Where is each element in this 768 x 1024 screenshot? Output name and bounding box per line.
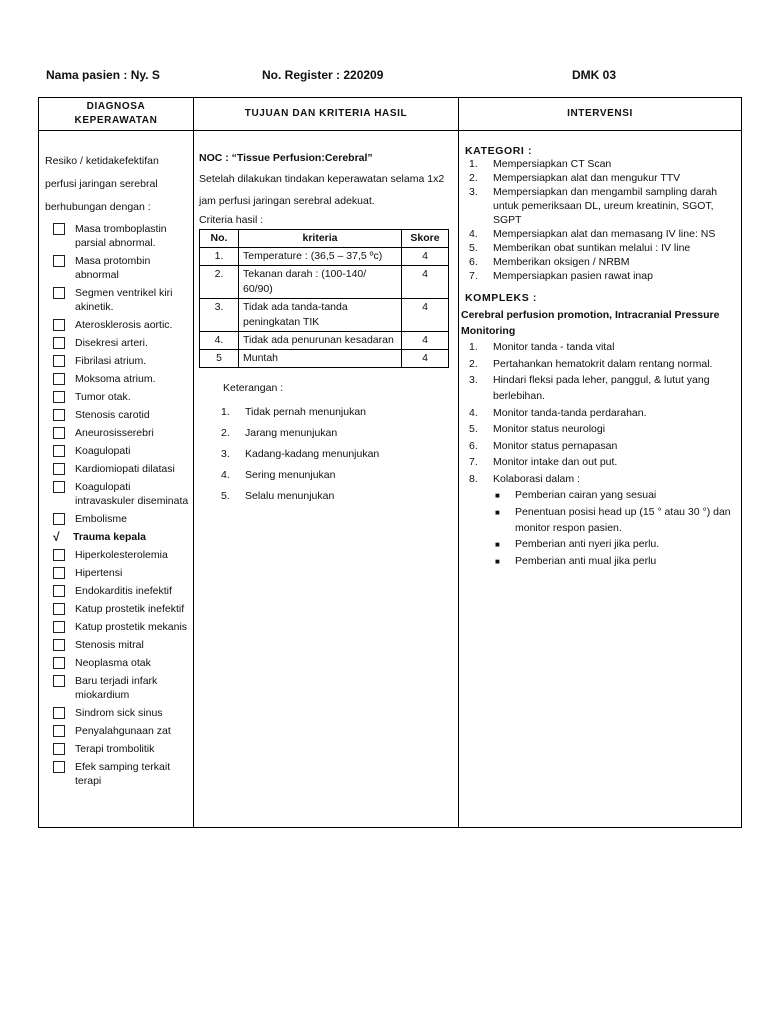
criteria-no: 3. (200, 299, 239, 332)
kompleks-item (465, 405, 737, 421)
kompleks-text: Monitor tanda-tanda perdarahan. (493, 406, 647, 419)
criteria-score: 4 (402, 299, 449, 332)
kategori-item (465, 185, 737, 227)
noc-title: NOC : “Tissue Perfusion:Cerebral” (199, 152, 373, 164)
kompleks-text: Hindari fleksi pada leher, panggul, & lutut yang berlebihan. (493, 374, 710, 402)
criteria-score: 4 (402, 332, 449, 350)
risk-factor-label: Hiperkolesterolemia (75, 549, 168, 561)
risk-factor-item (45, 222, 191, 250)
checkbox-icon[interactable] (53, 603, 65, 615)
kolaborasi-text: Pemberian anti nyeri jika perlu. (515, 538, 660, 550)
keterangan-list (221, 402, 457, 507)
criteria-no: 4. (200, 332, 239, 350)
risk-factor-item (45, 620, 191, 634)
risk-factor-item (45, 530, 191, 544)
checkbox-icon[interactable] (53, 391, 65, 403)
checkbox-icon[interactable] (53, 675, 65, 687)
risk-factor-item (45, 548, 191, 562)
diagnosa-column (45, 150, 191, 792)
keterangan-item (221, 402, 457, 423)
checkbox-icon[interactable] (53, 513, 65, 525)
kompleks-number: 6. (469, 439, 478, 452)
kompleks-item (465, 438, 737, 454)
risk-factor-label: Terapi trombolitik (75, 743, 155, 755)
checkbox-icon[interactable] (53, 337, 65, 349)
checkbox-icon[interactable] (53, 373, 65, 385)
criteria-title: Criteria hasil : (199, 214, 264, 226)
kompleks-text: Monitor tanda - tanda vital (493, 341, 615, 353)
header-kriteria: kriteria (239, 230, 402, 248)
kategori-title: KATEGORI : (465, 145, 533, 157)
keterangan-item (221, 465, 457, 486)
kompleks-item (465, 372, 737, 404)
risk-factor-label: Stenosis mitral (75, 639, 144, 651)
keterangan-item (221, 423, 457, 444)
checkbox-icon[interactable] (53, 319, 65, 331)
checkbox-icon[interactable] (53, 409, 65, 421)
checkbox-icon[interactable] (53, 481, 65, 493)
kategori-number: 5. (469, 242, 478, 254)
register-number: No. Register : 220209 (262, 68, 384, 82)
criteria-score: 4 (402, 248, 449, 266)
checkbox-icon[interactable] (53, 427, 65, 439)
criteria-no: 5 (200, 350, 239, 368)
criteria-score: 4 (402, 266, 449, 299)
risk-factor-label: Trauma kepala (73, 531, 146, 543)
kompleks-number: 4. (469, 406, 478, 419)
kompleks-text: Kolaborasi dalam : (493, 472, 580, 485)
risk-factor-label: Fibrilasi atrium. (75, 355, 147, 367)
risk-factor-item (45, 674, 191, 702)
kategori-text: Memberikan oksigen / NRBM (493, 256, 630, 268)
kategori-text: Mempersiapkan alat dan memasang IV line: NS (493, 228, 716, 240)
bullet-icon: ■ (495, 508, 500, 517)
kategori-item (465, 171, 737, 185)
header-skore: Skore (402, 230, 449, 248)
risk-factor-label: Hipertensi (75, 567, 123, 579)
kompleks-number: 3. (469, 374, 478, 386)
criteria-text: Muntah (239, 350, 402, 368)
checkbox-icon[interactable] (53, 585, 65, 597)
keterangan-number: 4. (221, 469, 230, 481)
kolaborasi-text: Pemberian anti mual jika perlu (515, 555, 657, 567)
risk-factor-label: Embolisme (75, 513, 127, 525)
checkmark-icon: √ (53, 530, 60, 544)
keterangan-item (221, 486, 457, 507)
kompleks-list (465, 339, 737, 487)
risk-factor-label: Masa protombin abnormal (75, 255, 151, 281)
risk-factor-item (45, 602, 191, 616)
risk-factor-label: Baru terjadi infark miokardium (75, 675, 158, 701)
checkbox-icon[interactable] (53, 463, 65, 475)
risk-factor-item (45, 286, 191, 314)
criteria-row (200, 248, 449, 266)
kompleks-text: Pertahankan hematokrit dalam rentang normal. (493, 357, 713, 370)
keterangan-item (221, 444, 457, 465)
kolaborasi-item (495, 553, 737, 570)
criteria-row (200, 332, 449, 350)
checkbox-icon[interactable] (53, 639, 65, 651)
kategori-text: Memberikan obat suntikan melalui : IV line (493, 242, 691, 254)
risk-factor-label: Neoplasma otak (75, 657, 151, 669)
kolaborasi-item (495, 536, 737, 553)
risk-factor-label: Masa tromboplastin parsial abnormal. (75, 223, 167, 249)
risk-factor-list (45, 222, 191, 788)
risk-factor-item (45, 656, 191, 670)
kategori-text: Mempersiapkan CT Scan (493, 158, 612, 170)
criteria-no: 2. (200, 266, 239, 299)
risk-factor-item (45, 760, 191, 788)
room-code: DMK 03 (572, 68, 617, 82)
keterangan-number: 2. (221, 427, 230, 439)
risk-factor-item (45, 566, 191, 580)
kompleks-item (465, 421, 737, 437)
kolaborasi-list (465, 487, 737, 570)
kompleks-number: 1. (469, 341, 478, 353)
outcome-description: Setelah dilakukan tindakan keperawatan selama 1x2 jam perfusi jaringan serebral adekuat. (199, 173, 445, 207)
risk-factor-label: Efek samping terkait terapi (75, 761, 171, 787)
risk-factor-label: Koagulopati intravaskuler diseminata (75, 481, 189, 507)
checkbox-icon[interactable] (53, 743, 65, 755)
risk-factor-item (45, 638, 191, 652)
kompleks-text: Monitor status neurologi (493, 423, 606, 435)
risk-factor-label: Penyalahgunaan zat (75, 725, 171, 737)
kategori-number: 7. (469, 270, 478, 282)
header-divider (39, 130, 741, 131)
diagnosa-column-header: DIAGNOSA KEPERAWATAN (74, 101, 158, 126)
risk-factor-item (45, 706, 191, 720)
kategori-text: Mempersiapkan pasien rawat inap (493, 270, 653, 282)
kategori-item (465, 269, 737, 283)
checkbox-icon[interactable] (53, 223, 65, 235)
keterangan-text: Tidak pernah menunjukan (245, 406, 367, 418)
patient-name: Nama pasien : Ny. S (46, 68, 160, 82)
risk-factor-label: Katup prostetik inefektif (75, 603, 185, 615)
checkbox-icon[interactable] (53, 621, 65, 633)
criteria-score: 4 (402, 350, 449, 368)
diagnosa-intro: Resiko / ketidakefektifan perfusi jaringan serebral berhubungan dengan : (45, 155, 159, 213)
kompleks-subtitle: Cerebral perfusion promotion, Intracranial Pressure Monitoring (461, 309, 720, 337)
kategori-text: Mempersiapkan dan mengambil sampling darah untuk pemeriksaan DL, ureum kreatinin, SGOT, SGPT (493, 186, 718, 226)
kompleks-number: 2. (469, 357, 478, 370)
bullet-icon: ■ (495, 540, 500, 549)
risk-factor-item (45, 462, 191, 476)
intervensi-column-header: INTERVENSI (567, 108, 633, 119)
kategori-number: 3. (469, 186, 478, 198)
checkbox-icon[interactable] (53, 725, 65, 737)
checkbox-icon[interactable] (53, 707, 65, 719)
risk-factor-item (45, 444, 191, 458)
kompleks-item (465, 356, 737, 372)
keterangan-text: Jarang menunjukan (245, 427, 338, 439)
kategori-item (465, 255, 737, 269)
kompleks-text: Monitor status pernapasan (493, 439, 618, 452)
header-no: No. (200, 230, 239, 248)
kategori-number: 6. (469, 256, 478, 268)
keterangan-text: Selalu menunjukan (245, 490, 335, 502)
kolaborasi-item (495, 487, 737, 504)
kategori-number: 1. (469, 158, 478, 170)
criteria-header-row (200, 230, 449, 248)
checkbox-icon[interactable] (53, 761, 65, 773)
risk-factor-label: Segmen ventrikel kiri akinetik. (75, 287, 173, 313)
kategori-number: 4. (469, 228, 478, 240)
risk-factor-item (45, 254, 191, 282)
checkbox-icon[interactable] (53, 549, 65, 561)
kompleks-number: 8. (469, 472, 478, 485)
keterangan-title: Keterangan : (223, 382, 284, 394)
risk-factor-label: Sindrom sick sinus (75, 707, 163, 719)
kompleks-number: 5. (469, 423, 478, 435)
risk-factor-item (45, 742, 191, 756)
criteria-row (200, 299, 449, 332)
risk-factor-label: Koagulopati (75, 445, 131, 457)
risk-factor-item (45, 408, 191, 422)
risk-factor-label: Kardiomiopati dilatasi (75, 463, 175, 475)
risk-factor-label: Stenosis carotid (75, 409, 150, 421)
tujuan-column (199, 152, 457, 507)
criteria-text: Tidak ada penurunan kesadaran (239, 332, 402, 350)
criteria-row (200, 350, 449, 368)
kategori-list (465, 157, 737, 283)
criteria-no: 1. (200, 248, 239, 266)
checkbox-icon[interactable] (53, 255, 65, 267)
criteria-text: Tidak ada tanda-tanda peningkatan TIK (239, 299, 402, 332)
risk-factor-item (45, 512, 191, 526)
risk-factor-item (45, 354, 191, 368)
kompleks-item (465, 471, 737, 487)
risk-factor-label: Katup prostetik mekanis (75, 621, 188, 633)
criteria-text: Tekanan darah : (100-140/ 60/90) (239, 266, 402, 299)
keterangan-number: 5. (221, 490, 230, 502)
kompleks-item (465, 339, 737, 355)
kolaborasi-item (495, 504, 737, 536)
checkbox-icon[interactable] (53, 445, 65, 457)
risk-factor-label: Aterosklerosis aortic. (75, 319, 173, 331)
risk-factor-item (45, 390, 191, 404)
kategori-text: Mempersiapkan alat dan mengukur TTV (493, 172, 681, 184)
intervensi-column (461, 145, 737, 570)
criteria-text: Temperature : (36,5 – 37,5 ºc) (239, 248, 402, 266)
risk-factor-item (45, 318, 191, 332)
criteria-row (200, 266, 449, 299)
risk-factor-item (45, 426, 191, 440)
risk-factor-label: Aneurosisserebri (75, 427, 154, 439)
kompleks-title: KOMPLEKS : (465, 292, 537, 304)
risk-factor-item (45, 724, 191, 738)
risk-factor-label: Moksoma atrium. (75, 373, 156, 385)
checkbox-icon[interactable] (53, 287, 65, 299)
keterangan-text: Sering menunjukan (245, 469, 336, 481)
risk-factor-item (45, 336, 191, 350)
risk-factor-label: Endokarditis inefektif (75, 585, 172, 597)
bullet-icon: ■ (495, 557, 500, 566)
bullet-icon: ■ (495, 491, 500, 500)
kategori-number: 2. (469, 172, 478, 184)
risk-factor-item (45, 480, 191, 508)
kolaborasi-text: Pemberian cairan yang sesuai (515, 489, 657, 501)
checkbox-icon[interactable] (53, 657, 65, 669)
checkbox-icon[interactable] (53, 567, 65, 579)
care-plan-table (38, 97, 742, 828)
criteria-table (199, 229, 449, 368)
keterangan-number: 1. (221, 406, 230, 418)
kategori-item (465, 157, 737, 171)
kompleks-text: Monitor intake dan out put. (493, 456, 618, 468)
tujuan-column-header: TUJUAN DAN KRITERIA HASIL (244, 108, 408, 119)
checkbox-icon[interactable] (53, 355, 65, 367)
kompleks-number: 7. (469, 456, 478, 468)
keterangan-text: Kadang-kadang menunjukan (245, 448, 380, 460)
kolaborasi-text: Penentuan posisi head up (15 ° atau 30 °) dan monitor respon pasien. (515, 506, 731, 534)
column-divider (458, 98, 459, 827)
risk-factor-item (45, 584, 191, 598)
risk-factor-label: Disekresi arteri. (75, 337, 148, 349)
column-divider (193, 98, 194, 827)
risk-factor-label: Tumor otak. (75, 391, 131, 403)
kompleks-item (465, 454, 737, 470)
kategori-item (465, 241, 737, 255)
risk-factor-item (45, 372, 191, 386)
keterangan-number: 3. (221, 448, 230, 460)
kategori-item (465, 227, 737, 241)
